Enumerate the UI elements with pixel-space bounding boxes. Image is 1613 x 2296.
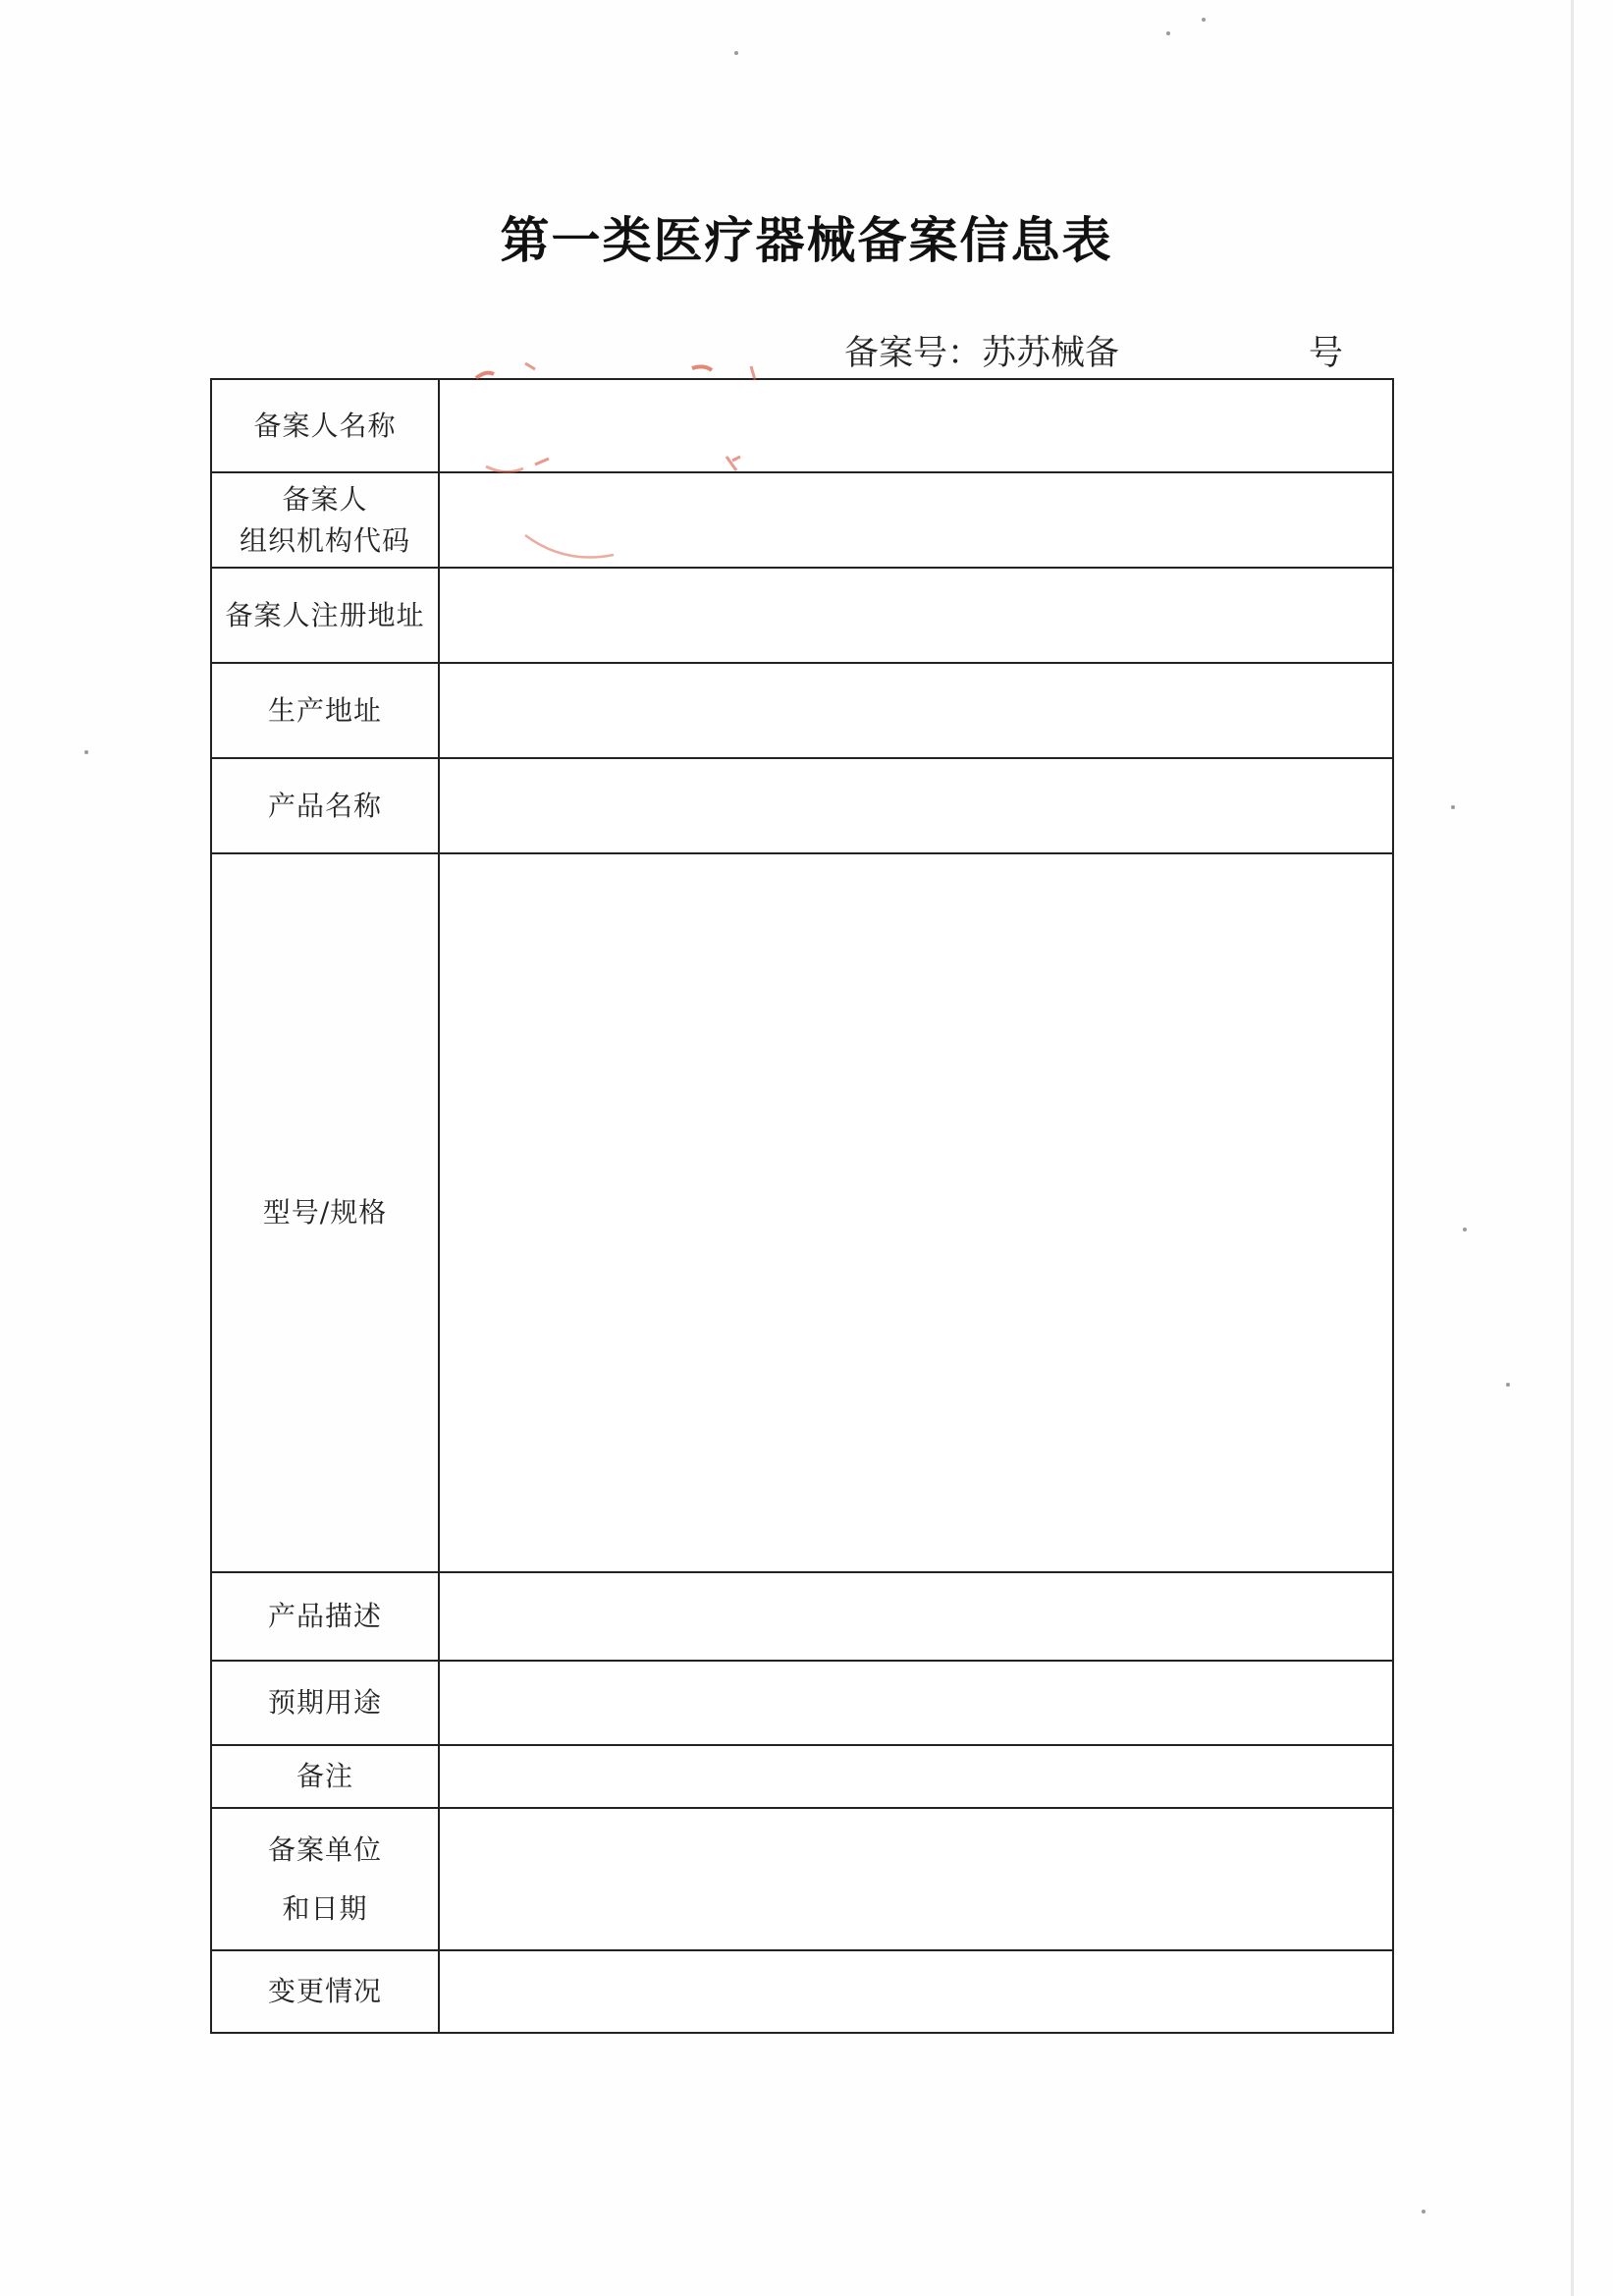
production-address-value: [439, 663, 1393, 758]
intended-use-label: 预期用途: [267, 1686, 382, 1719]
row-label: [211, 568, 439, 663]
registered-address-label: 备案人注册地址: [225, 598, 425, 631]
scan-speck: [1463, 1228, 1467, 1231]
table-row: [211, 758, 1393, 853]
record-number-prefix: 备案号：苏苏械备: [844, 334, 1120, 373]
table-row: [211, 472, 1393, 568]
scan-edge: [1571, 0, 1574, 2296]
scan-speck: [1451, 805, 1455, 809]
product-description-value: [439, 1572, 1393, 1661]
row-label: [211, 379, 439, 472]
org-code-label-line2: 组织机构代码: [239, 523, 410, 557]
record-number: [844, 326, 1344, 375]
scan-speck: [1166, 31, 1170, 35]
filing-unit-label-line2: 和日期: [282, 1891, 368, 1925]
table-row: [211, 1745, 1393, 1808]
intended-use-value: [439, 1661, 1393, 1745]
org-code-value: [439, 472, 1393, 568]
document-title: 第一类医疗器械备案信息表: [500, 211, 1113, 269]
table-row: [211, 663, 1393, 758]
scan-speck: [1422, 2210, 1425, 2214]
table-row: [211, 568, 1393, 663]
scan-speck: [1202, 18, 1206, 22]
production-address-label: 生产地址: [267, 693, 382, 727]
product-name-label: 产品名称: [267, 789, 382, 822]
product-description-label: 产品描述: [267, 1600, 382, 1632]
table-row: [211, 1661, 1393, 1745]
filing-info-table: [210, 378, 1394, 2034]
filer-name-value: [439, 379, 1393, 472]
table-row: [211, 1950, 1393, 2033]
remarks-label: 备注: [296, 1760, 353, 1792]
row-label: [211, 758, 439, 853]
change-history-label: 变更情况: [267, 1975, 382, 2007]
filing-unit-date-value: [439, 1808, 1393, 1950]
row-label: [211, 853, 439, 1572]
model-spec-value: [439, 853, 1393, 1572]
table-row: [211, 1572, 1393, 1661]
row-label: [211, 663, 439, 758]
table-row: [211, 1808, 1393, 1950]
model-spec-label: 型号/规格: [262, 1196, 388, 1229]
filing-unit-label-line1: 备案单位: [267, 1832, 382, 1866]
scan-speck: [1506, 1383, 1510, 1387]
row-label: [211, 1950, 439, 2033]
table-row: [211, 379, 1393, 472]
scan-speck: [84, 750, 88, 754]
table-row: [211, 853, 1393, 1572]
product-name-value: [439, 758, 1393, 853]
row-label: [211, 1745, 439, 1808]
row-label: [211, 472, 439, 568]
row-label: [211, 1661, 439, 1745]
row-label: [211, 1808, 439, 1950]
record-number-suffix: 号: [1309, 334, 1344, 373]
row-label: [211, 1572, 439, 1661]
scan-speck: [734, 51, 738, 55]
remarks-value: [439, 1745, 1393, 1808]
org-code-label-line1: 备案人: [282, 482, 368, 516]
filer-name-label: 备案人名称: [253, 409, 397, 442]
change-history-value: [439, 1950, 1393, 2033]
registered-address-value: [439, 568, 1393, 663]
